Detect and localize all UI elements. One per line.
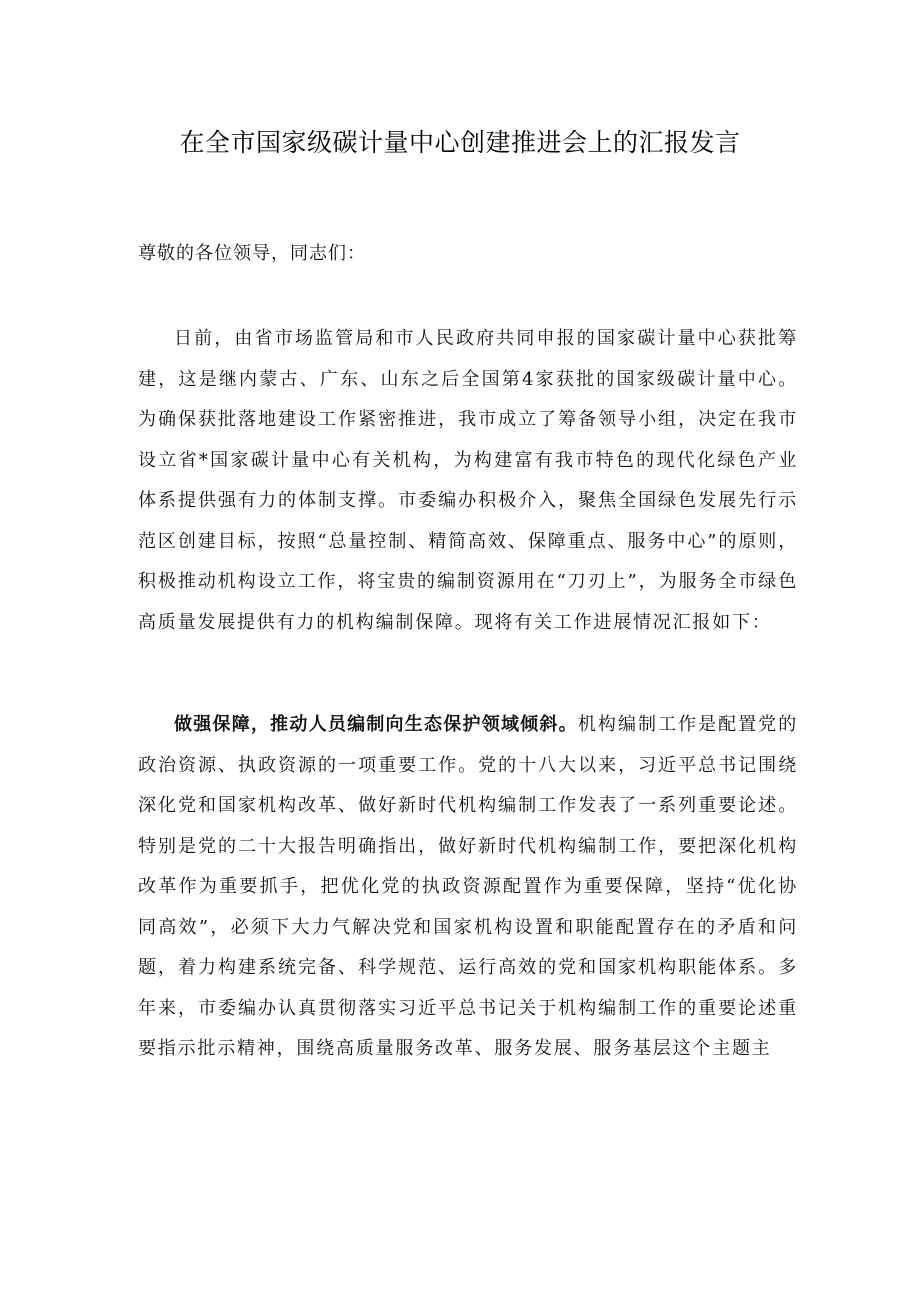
paragraph-intro: 日前，由省市场监管局和市人民政府共同申报的国家碳计量中心获批筹建，这是继内蒙古、广东、山东之后全国第4家获批的国家级碳计量中心。为确保获批落地建设工作紧密推进，我市成立了筹备领导小组，决定在我市设立省*国家碳计量中心有关机构，为构建富有我市特色的现代化绿色产业体系提供强有力的体制支撑。市委编办积极介入，聚焦全国绿色发展先行示范区创建目标，按照“总量控制、精简高效、保障重点、服务中心”的原则，积极推动机构设立工作，将宝贵的编制资源用在“刀刃上”，为服务全市绿色高质量发展提供有力的机构编制保障。现将有关工作进展情况汇报如下： (138, 328, 798, 633)
section-heading-lead: 做强保障，推动人员编制向生态保护领域倾斜。 (174, 714, 578, 735)
section-body-text: 机构编制工作是配置党的政治资源、执政资源的一项重要工作。党的十八大以来，习近平总书记围绕深化党和国家机构改革、做好新时代机构编制工作发表了一系列重要论述。特别是党的二十大报告明确指出，做好新时代机构编制工作，要把深化机构改革作为重要抓手，把优化党的执政资源配置作为重要保障，坚持“优化协同高效”，必须下大力气解决党和国家机构设置和职能配置存在的矛盾和问题，着力构建系统完备、科学规范、运行高效的党和国家机构职能体系。多年来，市委编办认真贯彻落实习近平总书记关于机构编制工作的重要论述重要指示批示精神，围绕高质量服务改革、服务发展、服务基层这个主题主 (138, 714, 798, 1059)
document-title: 在全市国家级碳计量中心创建推进会上的汇报发言 (179, 128, 741, 157)
paragraph-section-1 (138, 705, 798, 1070)
salutation: 尊敬的各位领导，同志们： (138, 243, 366, 264)
